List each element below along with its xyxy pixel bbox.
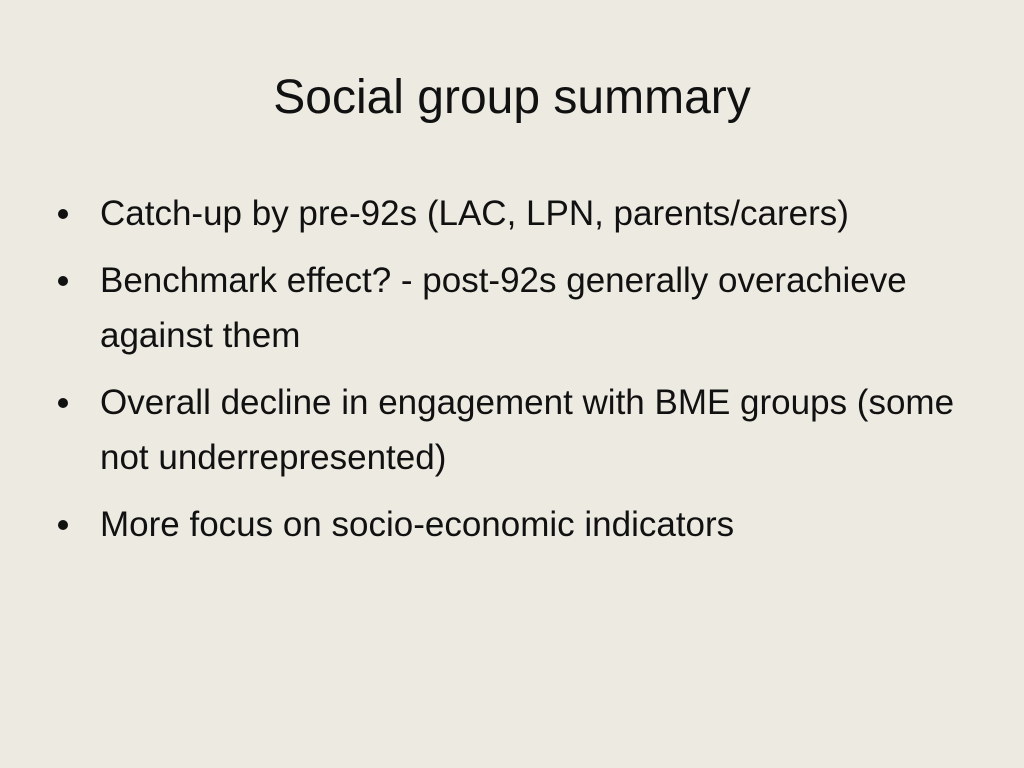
bullet-text: Benchmark effect? - post-92s generally overachieve against them bbox=[100, 261, 907, 355]
bullet-icon bbox=[58, 520, 68, 530]
bullet-item bbox=[58, 186, 978, 241]
bullet-text: Catch-up by pre-92s (LAC, LPN, parents/carers) bbox=[100, 194, 849, 233]
slide-title: Social group summary bbox=[273, 71, 751, 124]
bullet-icon bbox=[58, 209, 68, 219]
bullet-item bbox=[58, 253, 978, 363]
bullet-item bbox=[58, 375, 978, 485]
bullet-icon bbox=[58, 398, 68, 408]
bullet-icon bbox=[58, 276, 68, 286]
bullet-list bbox=[58, 186, 978, 564]
bullet-text: Overall decline in engagement with BME groups (some not underrepresented) bbox=[100, 383, 955, 477]
bullet-text: More focus on socio-economic indicators bbox=[100, 505, 735, 544]
bullet-item bbox=[58, 497, 978, 552]
